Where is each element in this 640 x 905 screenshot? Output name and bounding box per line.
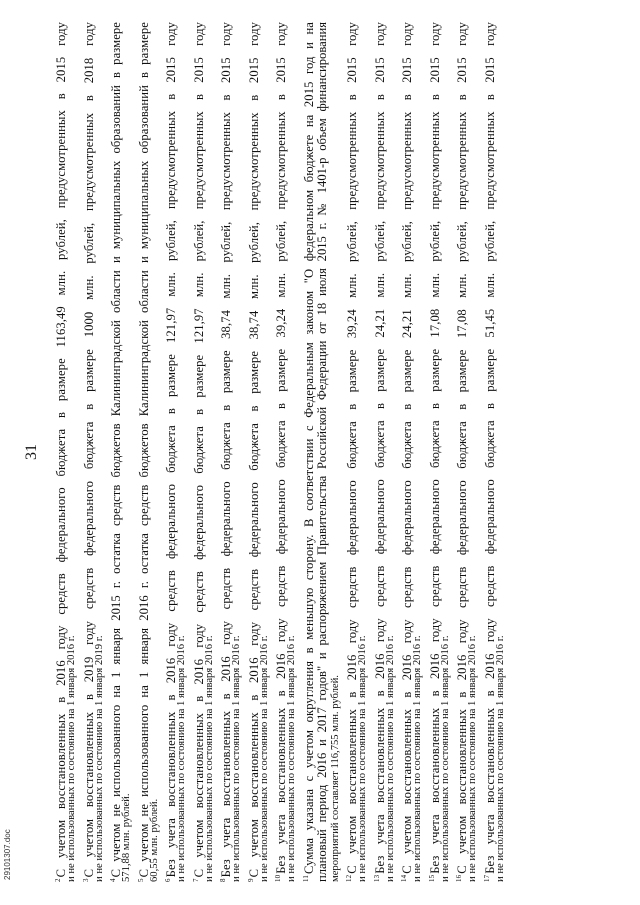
footnote-item: [50, 22, 78, 882]
footnote-number: 8: [219, 878, 227, 882]
footnote-text: С учетом не использованного на 1 января 2015 г. остатка средств бюджетов Калининградской области и муниципальных образований в размере: [109, 22, 123, 878]
footnote-number: 4: [109, 878, 117, 882]
footnote-line-2: плановый период 2016 и 2017 годов" и распоряжением Правительства Российской Федерации от 18 июля 2015 г. № 1401-р объем финансирования: [314, 22, 329, 882]
footnote-text: С учетом восстановленных в 2016 году средств федерального бюджета в размере 17,08 млн. рублей, предусмотренных в 2015 году: [455, 22, 469, 874]
footnote-item: [133, 22, 161, 882]
footnote-item: [188, 22, 216, 882]
footnote-text: С учетом восстановленных в 2016 году средств федерального бюджета в размере 121,97 млн. рублей, предусмотренных в 2015 году: [191, 22, 206, 878]
footnote-line-2: и не использованных по состоянию на 1 января 2016 г.: [439, 635, 451, 882]
footnote-item: [424, 22, 452, 882]
footnote-text: Без учета восстановленных в 2016 году средств федерального бюджета в размере 17,08 млн. рублей, предусмотренных в 2015 году: [427, 22, 442, 874]
footnote-item: [369, 22, 397, 882]
footnote-item: [298, 22, 342, 882]
footnote-number: 9: [246, 878, 255, 882]
footnote-line-2: и не использованных по состоянию на 1 января 2016 г.: [258, 635, 270, 882]
footnote-line-1: [188, 22, 204, 882]
footnote-line-2: и не использованных по состоянию на 1 января 2016 г.: [494, 635, 506, 882]
footnote-line-2: и не использованных по состоянию на 1 января 2016 г.: [412, 635, 423, 882]
rotated-footnotes-block: [20, 22, 540, 882]
footnote-line-2: и не использованных по состоянию на 1 января 2016 г.: [176, 635, 187, 882]
footnote-item: [396, 22, 424, 882]
document-id: 29101307.doc: [3, 829, 12, 880]
footnote-item: [479, 22, 507, 882]
footnote-line-1: [160, 22, 176, 882]
footnote-line-2: и не использованных по состоянию на 1 января 2016 г.: [66, 635, 77, 882]
footnote-line-1: [479, 22, 495, 882]
footnote-text: Сумма указана с учетом округления в меньшую сторону. В соответствии с Федеральным законом "О федеральном бюджете на 2015 год и на: [301, 22, 316, 875]
footnote-item: [160, 22, 188, 882]
footnote-number: 15: [427, 874, 436, 882]
footnote-line-2: и не использованных по состоянию на 1 января 2016 г.: [384, 635, 396, 882]
footnote-text: Без учета восстановленных в 2016 году средств федерального бюджета в размере 39,24 млн. рублей, предусмотренных в 2015 году: [274, 22, 288, 874]
footnote-line-1: [243, 22, 259, 882]
footnote-number: 14: [400, 874, 408, 882]
footnote-text: Без учета восстановленных в 2016 году средств федерального бюджета в размере 38,74 млн. рублей, предусмотренных в 2015 году: [219, 22, 233, 878]
footnote-line-1: [133, 22, 149, 882]
footnote-text: С учетом не использованного на 1 января 2016 г. остатка средств бюджетов Калининградской области и муниципальных образований в размере: [136, 22, 151, 878]
footnote-item: [243, 22, 271, 882]
footnote-line-1: [396, 22, 412, 882]
footnote-item: [105, 22, 133, 882]
footnote-number: 13: [372, 874, 381, 882]
footnote-line-1: [105, 22, 121, 882]
footnote-number: 5: [136, 878, 145, 882]
footnote-line-2: и не использованных по состоянию на 1 января 2019 г.: [93, 635, 105, 882]
footnote-item: [270, 22, 298, 882]
footnote-line-1: [215, 22, 231, 882]
footnote-text: Без учета восстановленных в 2016 году средств федерального бюджета в размере 51,45 млн. рублей, предусмотренных в 2015 году: [482, 22, 497, 874]
footnote-text: С учетом восстановленных в 2016 году средств федерального бюджета в размере 1163,49 млн. рублей, предусмотренных в 2015 году: [54, 22, 68, 878]
footnote-line-2: и не использованных по состоянию на 1 января 2016 г.: [467, 635, 478, 882]
footnote-line-2: и не использованных по состоянию на 1 января 2016 г.: [203, 635, 215, 882]
footnote-number: 3: [81, 878, 90, 882]
footnote-number: 10: [274, 874, 282, 882]
footnote-text: С учетом восстановленных в 2016 году средств федерального бюджета в размере 24,21 млн. рублей, предусмотренных в 2015 году: [400, 22, 414, 874]
footnote-number: 17: [482, 874, 491, 882]
footnote-line-1: [369, 22, 385, 882]
footnote-line-2: и не использованных по состоянию на 1 января 2016 г.: [357, 635, 368, 882]
footnote-item: [341, 22, 369, 882]
footnote-line-1: [78, 22, 94, 882]
footnote-item: [78, 22, 106, 882]
footnote-line-2: и не использованных по состоянию на 1 января 2016 г.: [231, 635, 242, 882]
footnote-number: 6: [164, 878, 172, 882]
footnote-text: Без учета восстановленных в 2016 году средств федерального бюджета в размере 24,21 млн. рублей, предусмотренных в 2015 году: [372, 22, 387, 874]
footnote-line-1: [424, 22, 440, 882]
footnote-line-2: 60,55 млн. рублей.: [148, 798, 160, 882]
footnote-text: С учетом восстановленных в 2019 году средств федерального бюджета в размере 1000 млн. рублей, предусмотренных в 2018 году: [81, 22, 96, 878]
footnote-list: [50, 22, 506, 882]
footnote-line-3: мероприятий составляет 116,755 млн. рублей.: [329, 675, 341, 882]
footnote-number: 12: [345, 874, 353, 882]
footnote-text: С учетом восстановленных в 2016 году средств федерального бюджета в размере 39,24 млн. рублей, предусмотренных в 2015 году: [345, 22, 359, 874]
footnote-line-1: [50, 22, 66, 882]
footnote-number: 2: [54, 878, 62, 882]
footnote-line-1: [341, 22, 357, 882]
page-number: 31: [23, 444, 40, 460]
footnote-text: С учетом восстановленных в 2016 году средств федерального бюджета в размере 38,74 млн. рублей, предусмотренных в 2015 году: [246, 22, 261, 878]
footnote-line-2: и не использованных по состоянию на 1 января 2016 г.: [286, 635, 297, 882]
footnote-number: 16: [455, 874, 463, 882]
footnote-number: 7: [191, 878, 200, 882]
footnote-item: [451, 22, 479, 882]
footnote-line-1: [270, 22, 286, 882]
footnote-line-1: [298, 22, 314, 882]
footnote-line-2: 571,88 млн. рублей.: [121, 793, 132, 882]
footnote-line-1: [451, 22, 467, 882]
footnote-number: 11: [301, 875, 310, 882]
footnote-text: Без учета восстановленных в 2016 году средств федерального бюджета в размере 121,97 млн. рублей, предусмотренных в 2015 году: [164, 22, 178, 878]
footnote-item: [215, 22, 243, 882]
